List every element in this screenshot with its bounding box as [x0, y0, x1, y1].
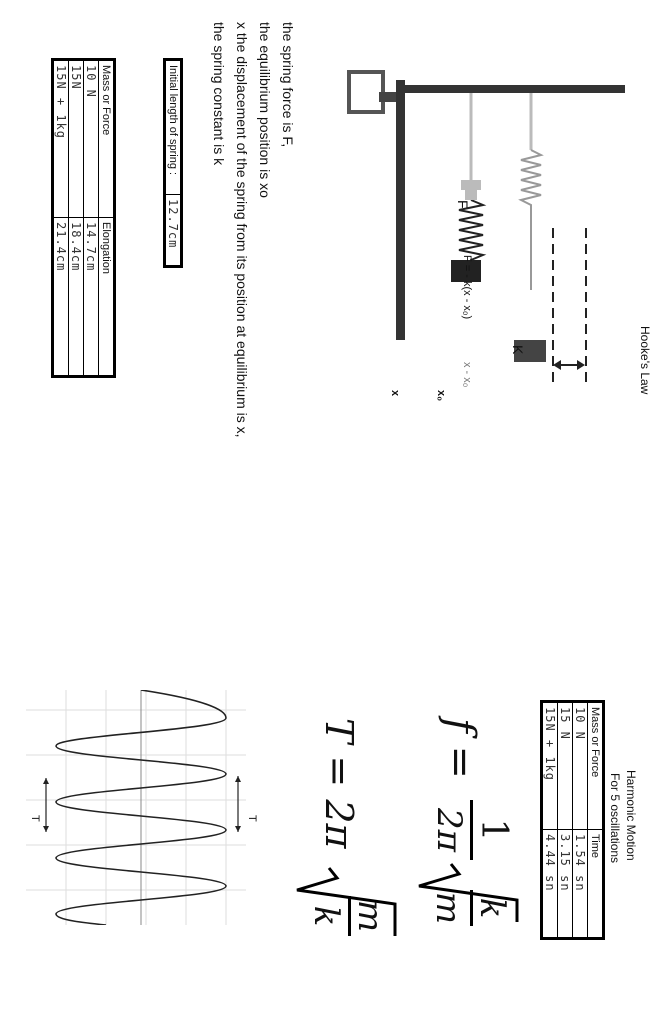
harmonic-table — [540, 700, 605, 940]
harmonic-title: Harmonic Motion — [624, 770, 638, 861]
hookes-law-title: Hooke's Law — [638, 326, 652, 395]
hooke-header-mass: Mass or Force — [99, 60, 115, 218]
text-line-1: the spring force is F, — [280, 22, 296, 148]
initial-length-box — [163, 58, 183, 268]
formula-f-lhs: f = — [437, 718, 483, 780]
table-cell: 15N + 1kg — [53, 60, 69, 218]
formula-t-rad-den: k — [306, 905, 346, 927]
formula-f-den: 2π — [429, 808, 469, 852]
formula-f-num: 1 — [470, 800, 513, 860]
formula-t-rad-num: m — [348, 896, 389, 936]
spring-k — [521, 150, 541, 290]
table-cell: 21.4cm — [53, 218, 69, 377]
hooke-formula: F = - k(x - x₀) — [461, 255, 473, 320]
table-row — [542, 702, 558, 939]
table-row — [573, 702, 588, 939]
table-row — [53, 60, 69, 377]
vertical-post — [401, 85, 625, 93]
hooke-header-elongation: Elongation — [99, 218, 115, 377]
period-label-bottom: T — [29, 815, 41, 822]
table-row — [558, 702, 573, 939]
table-cell: 3.15 sn — [558, 830, 573, 939]
table-row — [69, 60, 84, 377]
wall-mount-box — [349, 72, 383, 112]
x-symbol: x — [389, 390, 401, 397]
table-cell: 1.54 sn — [573, 830, 588, 939]
initial-length-value: 12.7cm — [165, 195, 182, 267]
formula-t-lhs: T = 2π — [317, 718, 361, 849]
hooke-table — [51, 58, 116, 378]
oscillation-graph — [26, 690, 246, 925]
table-cell: 18.4cm — [69, 218, 84, 377]
period-label-top: T — [246, 815, 258, 822]
text-line-3: x the displacement of the spring from its position at equilibrium is x, — [234, 22, 250, 438]
harmonic-header-time: Time — [588, 830, 604, 939]
table-cell: 15 N — [558, 702, 573, 830]
horizontal-beam — [396, 80, 405, 340]
diff-symbol: x - x₀ — [461, 362, 473, 388]
formula-f-rad-num: k — [470, 890, 511, 926]
hooke-diagram — [326, 60, 641, 420]
x0-symbol: x₀ — [435, 390, 447, 402]
wall-bar-stub — [379, 92, 397, 102]
table-cell: 10 N — [573, 702, 588, 830]
initial-length-label: Initial length of spring : — [165, 60, 182, 195]
table-cell: 4.44 sn — [542, 830, 558, 939]
force-symbol: F — [455, 200, 471, 209]
harmonic-subtitle: For 5 oscillations — [608, 773, 622, 864]
formula-f-rad-den: m — [428, 891, 468, 925]
harmonic-header-mass: Mass or Force — [588, 702, 604, 830]
text-line-4: the spring constant is k — [211, 22, 227, 166]
table-cell: 10 N — [84, 60, 99, 218]
table-row — [84, 60, 99, 377]
table-cell: 15N — [69, 60, 84, 218]
spring-constant-symbol: K — [510, 345, 526, 355]
table-cell: 15N + 1kg — [542, 702, 558, 830]
text-line-2: the equilibrium position is xo — [257, 22, 273, 198]
table-cell: 14.7cm — [84, 218, 99, 377]
